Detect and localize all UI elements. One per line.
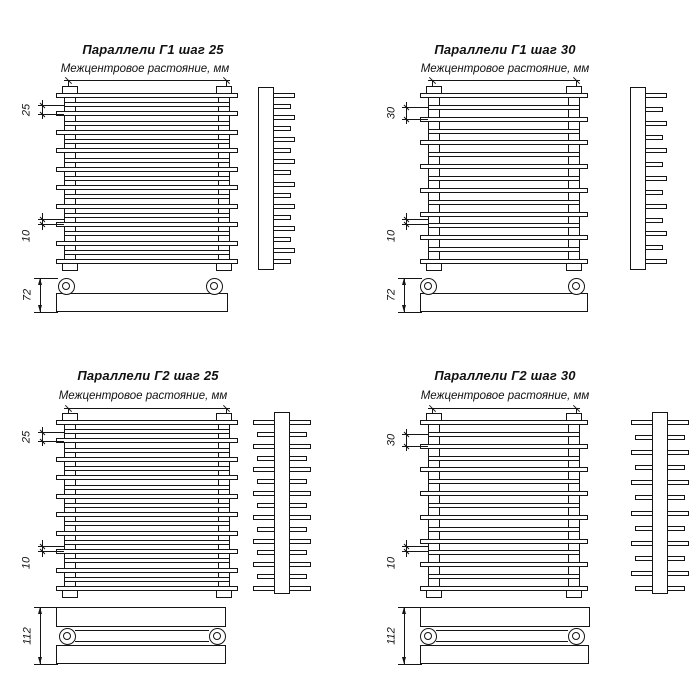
gap-dimension-label: 10 [20,556,33,570]
tube-bar [420,467,588,472]
gap-dimension-label: 10 [20,229,33,243]
tube-bar [420,515,588,520]
tube-end [667,420,689,425]
tube-end [667,480,689,485]
depth-dimension-label: 72 [385,288,398,302]
tube-bar [420,562,588,567]
mounting-tab [566,590,582,598]
tube-end [667,541,689,546]
depth-dimension-label: 72 [21,288,34,302]
tube-end [667,586,685,591]
tube-end [631,571,653,576]
tube-bar [420,420,588,425]
tube-end [667,511,689,516]
extension-line [398,664,422,665]
bottom-tube-front [420,607,590,627]
tube-end [635,465,653,470]
center-distance-label: Межцентровое растояние, мм [60,63,230,75]
step-dimension-label: 25 [20,430,33,444]
tube-bar [428,479,580,484]
tube-end [667,450,689,455]
tube-end [635,526,653,531]
tube-end [635,435,653,440]
tube-bar [420,444,588,449]
tube-end [635,495,653,500]
tube-end [631,541,653,546]
tube-bar [420,539,588,544]
step-dimension-label: 30 [385,433,398,447]
collector-tube-line [436,630,568,631]
tube-bar [420,586,588,591]
tube-end [667,571,689,576]
tube-end [667,435,685,440]
tube-end [667,465,685,470]
mounting-tab [566,413,582,421]
drawing-title: Параллели Г1 шаг 30 [434,42,576,57]
dimension-line [404,607,405,664]
gap-dimension-label: 10 [385,229,398,243]
step-dimension-label: 30 [385,106,398,120]
collector-tube-line [436,641,568,642]
center-distance-label: Межцентровое растояние, мм [420,63,590,75]
depth-dimension-label: 112 [21,627,34,645]
tube-bar [428,550,580,555]
dimension-arrow-down [402,657,406,664]
drawing-title: Параллели Г1 шаг 25 [82,42,224,57]
bottom-tube-back [420,645,589,664]
tube-end [667,556,685,561]
tube-bar [428,527,580,532]
tube-bar [420,491,588,496]
tube-end [667,495,685,500]
center-distance-label: Межцентровое растояние, мм [420,390,590,402]
tube-end [631,511,653,516]
tube-bar [428,574,580,579]
tube-bar [428,456,580,461]
tube-end [631,450,653,455]
side-collector [652,412,668,594]
mounting-tab [426,590,442,598]
pipe-connection-bore [572,632,580,640]
tube-end [635,556,653,561]
gap-dimension-label: 10 [385,556,398,570]
tube-bar [428,432,580,437]
dimension-arrow-up [402,607,406,614]
step-dimension-label: 25 [20,103,33,117]
tube-end [635,586,653,591]
dimension-line [428,408,580,409]
drawing-title: Параллели Г2 шаг 30 [434,368,576,383]
tube-end [631,420,653,425]
pipe-connection-bore [424,632,432,640]
depth-dimension-label: 112 [385,627,398,645]
mounting-tab [426,413,442,421]
tube-end [631,480,653,485]
tube-end [667,526,685,531]
tube-bar [428,503,580,508]
drawing-title: Параллели Г2 шаг 25 [77,368,219,383]
center-distance-label: Межцентровое растояние, мм [58,390,228,402]
